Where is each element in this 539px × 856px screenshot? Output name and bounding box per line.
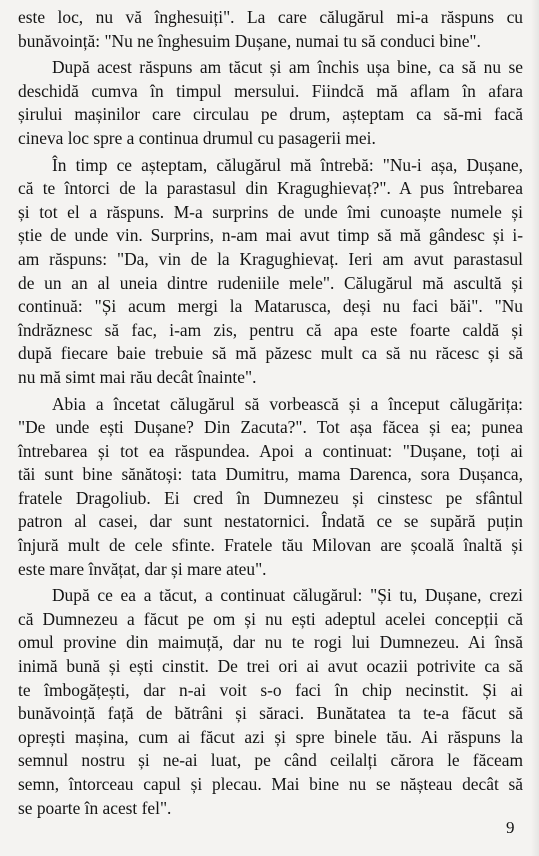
text-line: patron al casei, dar sunt nestatornici. Îndată ce se supără puțin	[18, 511, 523, 532]
text-line: că te întorci de la parastasul din Kragughievaț?". A pus întrebarea	[18, 178, 523, 199]
page-edge-shadow	[531, 0, 539, 856]
text-line: știe de unde vin. Surprins, n-am mai avut timp să mă gândesc și i-	[18, 225, 523, 246]
text-line: În timp ce așteptam, călugărul mă întrebă: "Nu-i așa, Dușane,	[52, 154, 523, 175]
paragraph	[18, 584, 523, 820]
text-line: întrebarea și tot ea răspundea. Apoi a continuat: "Dușane, toți ai	[18, 440, 523, 461]
text-line: am răspuns: "Da, vin de la Kragughievaț. Ieri am avut parastasul	[18, 248, 523, 269]
text-line: inimă bună și ești cinstit. De trei ori ai avut ocazii potrivite ca să	[18, 656, 523, 677]
text-line: tăi sunt bine sănătoși: tata Dumitru, mama Darenca, sora Dușanca,	[18, 464, 523, 485]
text-line: după fiecare baie trebuie să mă păzesc mult ca să nu răcesc și să	[18, 343, 523, 364]
page-number: 9	[506, 818, 515, 837]
text-line: semn, întorceau capul și plecau. Mai bine nu se nășteau decât să	[18, 774, 523, 794]
text-line: se poarte în acest fel".	[18, 797, 172, 818]
text-line: și tot el a răspuns. M-a surprins de unde îmi cunoaște numele și	[18, 201, 523, 222]
paragraph	[18, 56, 523, 150]
text-line: este mare învățat, dar și mare ateu".	[18, 558, 267, 579]
text-line: "De unde ești Dușane? Din Zacuta?". Tot așa făcea și ea; punea	[18, 417, 523, 438]
paragraph	[18, 393, 523, 582]
text-line: continuă: "Și acum mergi la Matarusca, deși nu faci băi". "Nu	[18, 296, 523, 317]
text-line: cineva loc spre a continua drumul cu pasagerii mei.	[18, 127, 376, 148]
text-line: Abia a încetat călugărul să vorbească și a început călugărița:	[52, 393, 523, 414]
text-line: După ce ea a tăcut, a continuat călugărul: "Și tu, Dușane, crezi	[52, 585, 523, 606]
text-line: oprești mașina, cum ai făcut azi și spre binele tău. Ai răspuns la	[18, 726, 523, 747]
text-line: bunăvoință: "Nu ne înghesuim Dușane, numai tu să conduci bine".	[18, 30, 481, 51]
text-line: șirului mașinilor care circulau pe drum, așteptam ca să-mi facă	[18, 104, 523, 125]
text-line: omul provine din maimuță, dar nu te rogi lui Dumnezeu. Ai însă	[18, 632, 523, 653]
text-line: că Dumnezeu a făcut pe om și nu ești adeptul acelei concepții că	[18, 608, 523, 629]
text-line: este loc, nu vă înghesuiți". La care călugărul mi-a răspuns cu	[18, 7, 523, 27]
text-line: nu mă simt mai rău decât înainte".	[18, 366, 257, 387]
paragraph	[18, 154, 523, 390]
text-line: te îmbogățești, dar n-ai voit s-o faci în chip necinstit. Și ai	[18, 679, 523, 700]
text-line: deschidă cumva în timpul mersului. Fiindcă mă aflam în afara	[18, 80, 523, 101]
paragraph	[18, 6, 523, 53]
page-body-text	[18, 6, 523, 823]
text-line: După acest răspuns am tăcut și am închis ușa bine, ca să nu se	[52, 57, 523, 78]
text-line: de un an al uneia dintre rudeniile mele". Călugărul mă ascultă și	[18, 272, 523, 293]
text-line: înjură mult de cele sfinte. Fratele tău Milovan are școală înaltă și	[18, 535, 523, 556]
text-line: bunăvoință față de bătrâni și săraci. Bunătatea ta te-a făcut să	[18, 703, 523, 724]
text-line: îndrăznesc să fac, i-am zis, pentru că apa este foarte caldă și	[18, 319, 523, 340]
text-line: semnul nostru și ne-ai luat, pe când ceilalți cărora le făceam	[18, 750, 523, 771]
text-line: fratele Dragoliub. Ei cred în Dumnezeu și cinstesc pe sfântul	[18, 487, 523, 508]
